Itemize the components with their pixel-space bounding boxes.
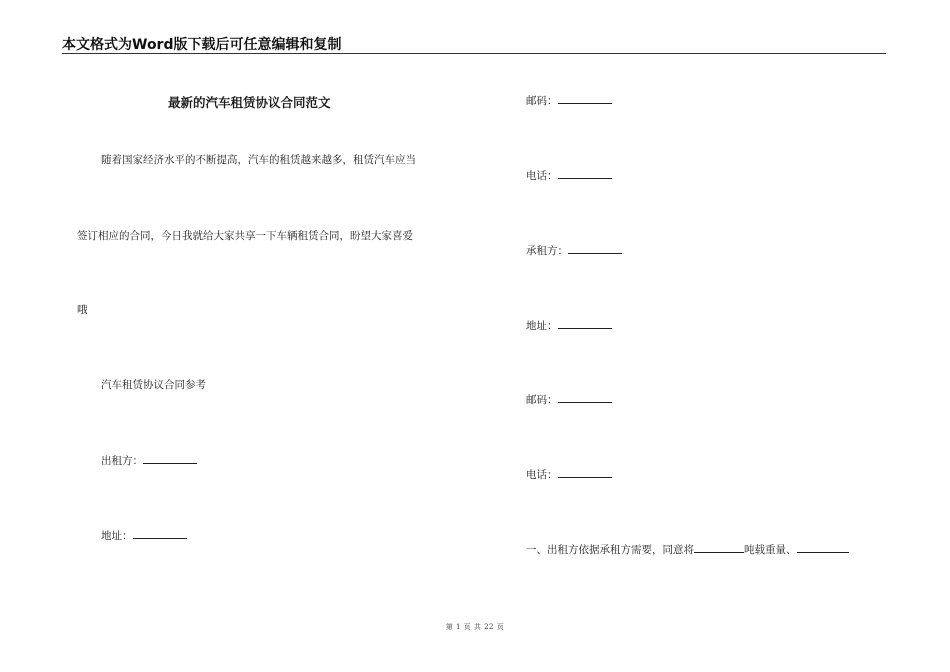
lessee-blank — [568, 243, 622, 254]
clause-1-text-part1: 一、出租方依据承租方需要，同意将 — [526, 544, 694, 556]
lessor-label: 出租方： — [101, 455, 143, 467]
page-footer: 第 1 页 共 22 页 — [445, 623, 505, 631]
lessor-address-label: 地址： — [101, 530, 133, 542]
lessor-blank — [143, 453, 197, 464]
lessee-phone-label: 电话： — [526, 469, 558, 481]
lessor-address-blank — [133, 528, 187, 539]
lessee-phone-field — [526, 467, 612, 482]
lessee-field — [526, 243, 622, 258]
paragraph-line-2: 签订相应的合同，今日我就给大家共享一下车辆租赁合同，盼望大家喜爱 — [77, 230, 413, 242]
lessee-phone-blank — [558, 467, 612, 478]
lessee-address-blank — [558, 318, 612, 329]
paragraph-line-1: 随着国家经济水平的不断提高，汽车的租赁越来越多，租赁汽车应当 — [101, 154, 416, 166]
lessor-postcode-label: 邮码： — [526, 95, 558, 107]
lessor-postcode-blank — [558, 93, 612, 104]
vehicle-model-blank — [797, 542, 849, 553]
lessor-phone-field — [526, 168, 612, 183]
lessor-field — [101, 453, 197, 468]
lessor-phone-blank — [558, 168, 612, 179]
document-header — [62, 34, 886, 54]
vehicle-count-blank — [694, 542, 744, 553]
lessee-postcode-field — [526, 392, 612, 407]
header-text: 本文格式为Word版下载后可任意编辑和复制 — [62, 37, 342, 53]
clause-1-line — [526, 542, 849, 557]
lessee-address-field — [526, 318, 612, 333]
lessee-address-label: 地址： — [526, 320, 558, 332]
clause-1-text-part2: 吨载重量、 — [744, 544, 797, 556]
contract-subheading: 汽车租赁协议合同参考 — [101, 379, 206, 391]
lessor-phone-label: 电话： — [526, 170, 558, 182]
lessee-postcode-blank — [558, 392, 612, 403]
document-title: 最新的汽车租赁协议合同范文 — [168, 95, 331, 110]
paragraph-line-3: 哦 — [77, 304, 88, 316]
lessee-postcode-label: 邮码： — [526, 394, 558, 406]
lessor-address-field — [101, 528, 187, 543]
lessor-postcode-field — [526, 93, 612, 108]
lessee-label: 承租方： — [526, 245, 568, 257]
